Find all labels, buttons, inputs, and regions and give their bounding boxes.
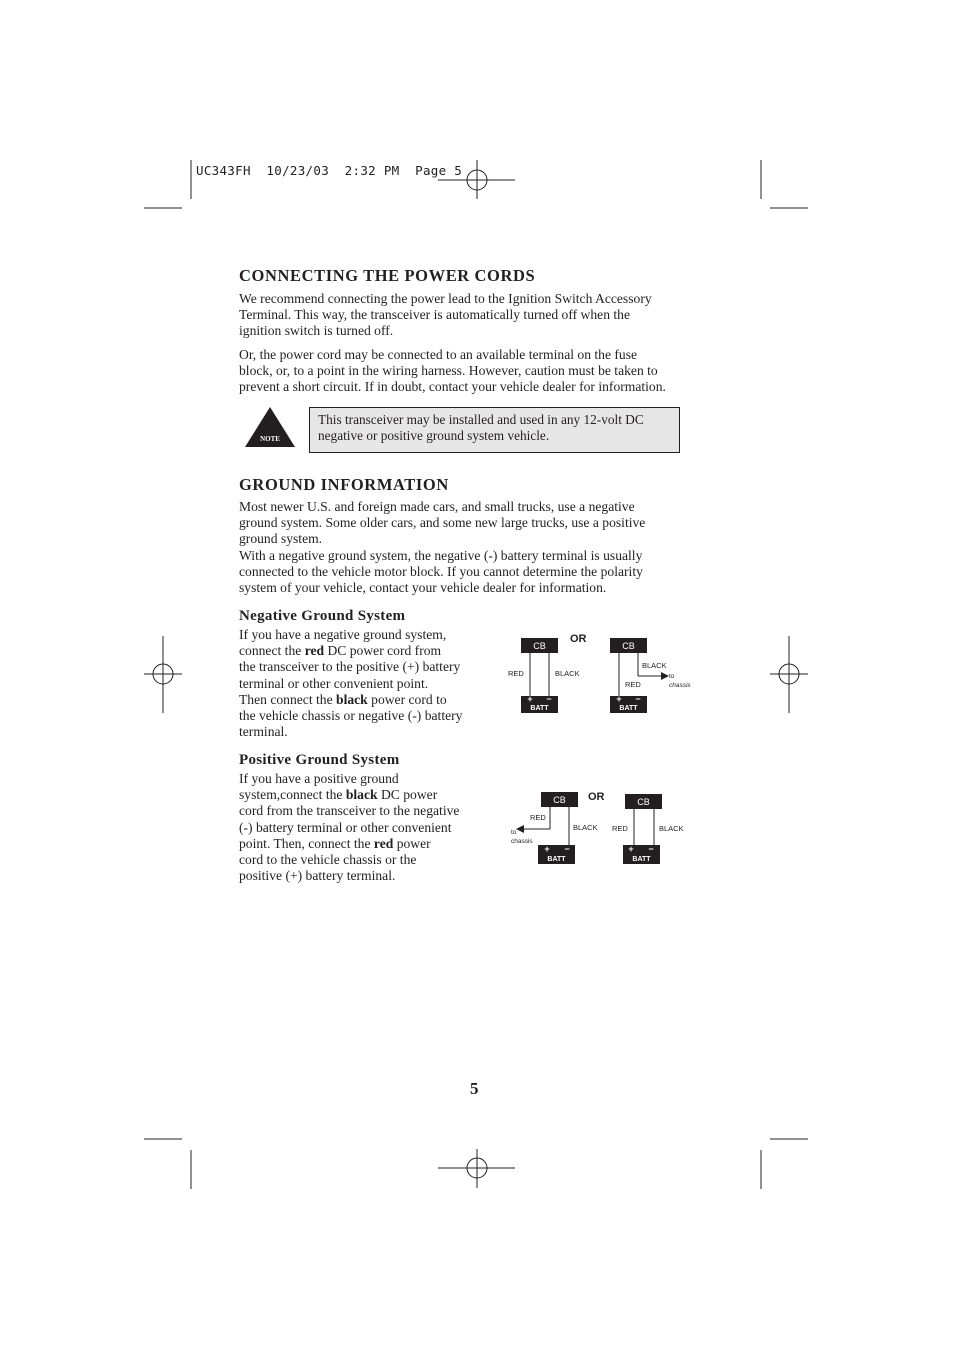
- registration-mark-left: [144, 636, 182, 713]
- svg-text:−: −: [546, 694, 552, 704]
- svg-text:BATT: BATT: [632, 856, 651, 863]
- negative-ground-heading: Negative Ground System: [239, 608, 406, 624]
- ground-paragraph-1: [239, 499, 729, 596]
- svg-text:BLACK: BLACK: [642, 661, 667, 670]
- text-line: system of your vehicle, contact your vehicle dealer for information.: [239, 580, 607, 596]
- svg-text:−: −: [564, 844, 570, 854]
- svg-text:to: to: [511, 829, 517, 836]
- text-line: ground system. Some older cars, and some new large trucks, use a positive: [239, 515, 646, 531]
- svg-text:RED: RED: [530, 813, 546, 822]
- negative-ground-text: [239, 627, 499, 740]
- svg-text:BLACK: BLACK: [555, 669, 580, 678]
- text-line: the vehicle chassis or negative (-) battery: [239, 708, 463, 724]
- neg-diagram-b: [610, 638, 691, 713]
- note-icon-label: NOTE: [260, 435, 280, 443]
- text-line: prevent a short circuit. If in doubt, contact your vehicle dealer for information.: [239, 379, 666, 395]
- negative-ground-diagram: [500, 628, 710, 720]
- section-title-power-cords: CONNECTING THE POWER CORDS: [239, 266, 536, 285]
- svg-text:+: +: [616, 694, 622, 704]
- text-line: the transceiver to the positive (+) battery: [239, 659, 461, 675]
- registration-mark-bottom: [438, 1149, 515, 1188]
- power-cords-paragraph-1: [239, 291, 729, 340]
- note-text-line: This transceiver may be installed and used in any 12-volt DC: [318, 412, 644, 427]
- text-line: ground system.: [239, 531, 323, 547]
- svg-text:−: −: [635, 694, 641, 704]
- text-line: terminal or other convenient point.: [239, 675, 429, 691]
- text-line: cord to the vehicle chassis or the: [239, 852, 417, 868]
- neg-diagram-a: [508, 638, 580, 713]
- section-title-ground-information: GROUND INFORMATION: [239, 475, 449, 494]
- svg-text:BATT: BATT: [547, 856, 566, 863]
- svg-text:CB: CB: [553, 795, 566, 805]
- svg-text:+: +: [628, 844, 634, 854]
- svg-text:+: +: [544, 844, 550, 854]
- svg-text:CB: CB: [533, 641, 546, 651]
- positive-ground-text: [239, 771, 499, 884]
- text-line: (-) battery terminal or other convenient: [239, 819, 452, 835]
- svg-text:RED: RED: [508, 669, 524, 678]
- svg-text:CB: CB: [622, 641, 635, 651]
- text-line: positive (+) battery terminal.: [239, 868, 396, 884]
- text-line: We recommend connecting the power lead to the Ignition Switch Accessory: [239, 291, 652, 306]
- positive-ground-diagram: [505, 785, 705, 870]
- svg-text:BATT: BATT: [530, 705, 549, 712]
- note-icon: [244, 406, 296, 448]
- text-line: point. Then, connect the red power: [239, 835, 431, 851]
- note-text-line: negative or positive ground system vehicle.: [318, 427, 550, 443]
- text-line: terminal.: [239, 724, 288, 740]
- svg-text:CB: CB: [637, 797, 650, 807]
- or-label: OR: [588, 791, 605, 803]
- text-line: cord from the transceiver to the negative: [239, 803, 460, 819]
- or-label: OR: [570, 633, 587, 645]
- svg-text:BATT: BATT: [619, 705, 638, 712]
- page-number: 5: [470, 1079, 479, 1098]
- pos-diagram-b: [612, 794, 684, 864]
- svg-text:chassis: chassis: [669, 682, 691, 689]
- text-line: Then connect the black power cord to: [239, 691, 447, 707]
- text-line: If you have a negative ground system,: [239, 627, 447, 642]
- svg-text:−: −: [648, 844, 654, 854]
- text-line: connected to the vehicle motor block. If you cannot determine the polarity: [239, 563, 643, 579]
- svg-text:chassis: chassis: [511, 838, 533, 845]
- text-line: Terminal. This way, the transceiver is automatically turned off when the: [239, 307, 631, 323]
- text-line: ignition switch is turned off.: [239, 323, 394, 339]
- text-line: Or, the power cord may be connected to an available terminal on the fuse: [239, 347, 638, 362]
- text-line: connect the red DC power cord from: [239, 643, 442, 659]
- svg-text:BLACK: BLACK: [659, 824, 684, 833]
- positive-ground-heading: Positive Ground System: [239, 752, 400, 768]
- text-line: If you have a positive ground: [239, 771, 399, 786]
- text-line: Most newer U.S. and foreign made cars, and small trucks, use a negative: [239, 499, 635, 514]
- svg-text:RED: RED: [612, 824, 628, 833]
- power-cords-paragraph-2: [239, 347, 729, 396]
- pos-diagram-a: [511, 792, 598, 864]
- note-box: [309, 407, 680, 453]
- text-line: With a negative ground system, the negative (-) battery terminal is usually: [239, 547, 643, 563]
- registration-mark-right: [770, 636, 808, 713]
- svg-text:to: to: [669, 673, 675, 680]
- text-line: block, or, to a point in the wiring harness. However, caution must be taken to: [239, 363, 658, 379]
- svg-text:+: +: [527, 694, 533, 704]
- svg-text:RED: RED: [625, 680, 641, 689]
- text-line: system,connect the black DC power: [239, 787, 438, 803]
- svg-text:BLACK: BLACK: [573, 823, 598, 832]
- print-slug: UC343FH 10/23/03 2:32 PM Page 5: [196, 163, 463, 178]
